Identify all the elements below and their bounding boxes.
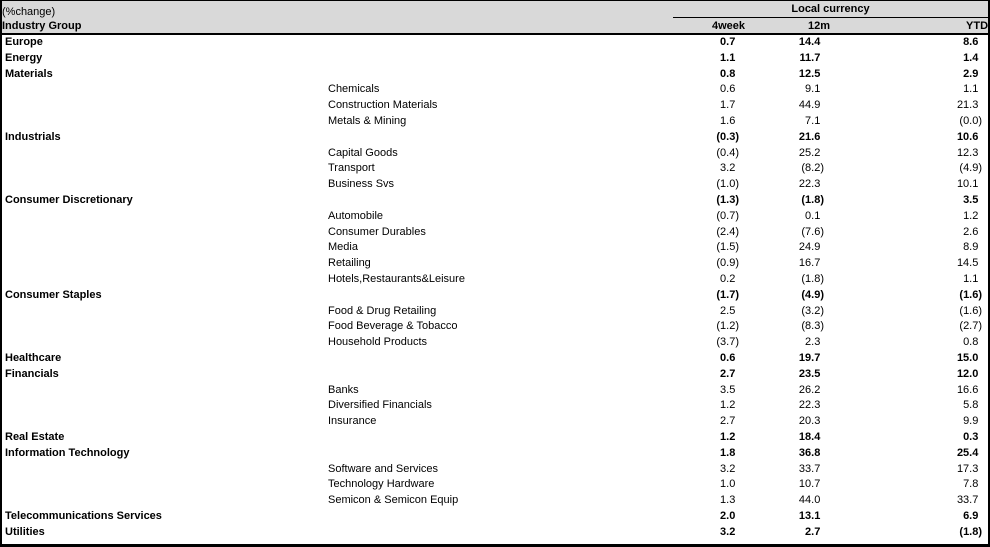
table-row [2,304,988,320]
value-ytd: (2.7) [959,320,983,333]
industry-group-label: Real Estate [5,430,65,443]
value-ytd: 2.9 [963,67,979,80]
industry-group-header: Industry Group [2,19,82,32]
value-4week: 1.3 [720,494,736,507]
table-row [2,161,988,177]
value-ytd: 1.1 [963,272,979,285]
sub-industry-label: Capital Goods [328,146,398,159]
industry-group-label: Consumer Discretionary [5,193,133,206]
table-row [2,398,988,414]
value-4week: 0.6 [720,351,736,364]
value-12m: (8.2) [801,162,824,175]
table-row [2,82,988,98]
industry-group-label: Utilities [5,525,45,538]
table-row [2,272,988,288]
industry-group-label: Healthcare [5,351,62,364]
value-ytd: 2.6 [963,225,979,238]
value-4week: (1.5) [716,241,739,254]
value-ytd: 16.6 [956,383,979,396]
value-4week: 3.2 [720,162,736,175]
table-row [2,114,988,130]
table-row [2,34,988,51]
table-row [2,493,988,509]
value-12m: 44.9 [798,99,821,112]
table-row [2,477,988,493]
value-ytd: 25.4 [956,446,979,459]
value-12m: (4.9) [801,288,824,301]
industry-group-label: Financials [5,367,59,380]
table-row [2,209,988,225]
value-4week: (1.3) [716,193,739,206]
value-ytd: 17.3 [956,462,979,475]
table-row [2,509,988,525]
table-row [2,240,988,256]
column-header-12m: 12m [807,19,830,32]
column-header-ytd: YTD [966,19,989,32]
table-row [2,383,988,399]
value-12m: 20.3 [798,415,821,428]
value-4week: 1.0 [720,478,736,491]
value-4week: 2.7 [720,367,736,380]
value-12m: 7.1 [805,114,821,127]
table-row [2,67,988,83]
value-12m: (7.6) [801,225,824,238]
local-currency-label: Local currency [673,2,988,18]
value-12m: 25.2 [798,146,821,159]
table-row [2,177,988,193]
table-header [2,1,988,34]
value-ytd: 8.6 [963,36,979,48]
table-body [2,34,988,541]
sub-industry-label: Software and Services [328,462,439,475]
value-ytd: 3.5 [963,193,979,206]
value-4week: (1.2) [716,320,739,333]
value-12m: 22.3 [798,178,821,191]
value-12m: (1.8) [801,193,824,206]
table-row [2,225,988,241]
sub-industry-label: Technology Hardware [328,478,435,491]
percent-change-note: (%change) [2,6,56,18]
value-12m: 10.7 [798,478,821,491]
value-4week: 0.2 [720,272,736,285]
local-currency-header-cell [655,1,988,18]
value-ytd: 5.8 [963,399,979,412]
value-12m: 12.5 [798,67,821,80]
value-ytd: (1.6) [959,288,983,301]
sub-industry-label: Consumer Durables [328,225,426,238]
sub-industry-label: Food & Drug Retailing [328,304,437,317]
table-row [2,51,988,67]
value-4week: 0.7 [720,36,736,48]
table-row [2,525,988,541]
value-ytd: (1.8) [959,525,983,538]
value-4week: 1.2 [720,430,736,443]
sub-industry-label: Household Products [328,336,428,349]
value-4week: 1.2 [720,399,736,412]
value-12m: 23.5 [798,367,821,380]
industry-group-label: Information Technology [5,446,130,459]
value-ytd: 12.0 [956,367,979,380]
value-12m: 44.0 [798,494,821,507]
value-ytd: (4.9) [959,162,983,175]
value-12m: (1.8) [801,272,824,285]
sub-industry-label: Construction Materials [328,99,438,112]
value-12m: 2.7 [805,525,821,538]
table-row [2,288,988,304]
value-ytd: 10.1 [956,178,979,191]
performance-table [2,1,988,541]
sub-industry-label: Transport [328,162,375,175]
value-ytd: 10.6 [956,130,979,143]
sub-industry-label: Food Beverage & Tobacco [328,320,458,333]
table-row [2,367,988,383]
value-4week: (0.9) [716,257,739,270]
sub-industry-label: Insurance [328,415,377,428]
value-12m: 22.3 [798,399,821,412]
sub-industry-label: Semicon & Semicon Equip [328,494,459,507]
value-12m: 16.7 [798,257,821,270]
value-4week: 1.1 [720,51,736,64]
table-row [2,446,988,462]
value-4week: 2.7 [720,415,736,428]
value-ytd: 1.1 [963,83,979,96]
sub-industry-label: Media [328,241,358,254]
sub-industry-label: Diversified Financials [328,399,432,412]
value-12m: 0.1 [805,209,821,222]
value-ytd: 0.8 [963,336,979,349]
value-ytd: 12.3 [956,146,979,159]
value-12m: 36.8 [798,446,821,459]
sub-industry-label: Hotels,Restaurants&Leisure [328,272,465,285]
value-4week: (2.4) [716,225,739,238]
value-12m: 33.7 [798,462,821,475]
value-ytd: 9.9 [963,415,979,428]
value-4week: (3.7) [716,336,739,349]
sub-industry-label: Retailing [328,257,371,270]
sub-industry-label: Business Svs [328,178,395,191]
value-12m: 11.7 [799,51,821,64]
value-ytd: (0.0) [959,114,983,127]
table-row [2,130,988,146]
value-4week: 3.2 [720,525,736,538]
value-12m: 18.4 [798,430,821,443]
value-12m: (3.2) [801,304,824,317]
value-4week: 3.2 [720,462,736,475]
industry-group-label: Materials [5,67,53,80]
table-row [2,430,988,446]
industry-group-label: Energy [5,51,43,64]
value-ytd: 1.4 [963,51,979,64]
industry-group-label: Telecommunications Services [5,509,162,522]
value-4week: 2.0 [720,509,736,522]
value-4week: 0.6 [720,83,736,96]
value-12m: (8.3) [801,320,824,333]
value-ytd: 1.2 [963,209,979,222]
table-row [2,98,988,114]
value-4week: (0.7) [716,209,739,222]
value-ytd: 14.5 [956,257,979,270]
value-ytd: 33.7 [956,494,979,507]
industry-group-label: Europe [5,36,43,48]
header-row-columns [2,18,988,34]
table-row [2,146,988,162]
table-row [2,462,988,478]
table-row [2,414,988,430]
value-ytd: 21.3 [956,99,979,112]
value-12m: 2.3 [805,336,821,349]
value-4week: 3.5 [720,383,736,396]
column-header-4week: 4week [711,19,745,32]
value-ytd: 6.9 [963,509,979,522]
value-12m: 13.1 [798,509,821,522]
table-row [2,319,988,335]
value-12m: 26.2 [798,383,821,396]
table-row [2,351,988,367]
value-4week: 0.8 [720,67,736,80]
value-ytd: 15.0 [956,351,979,364]
value-4week: 2.5 [720,304,736,317]
value-ytd: 8.9 [963,241,979,254]
industry-group-label: Industrials [5,130,61,143]
industry-group-label: Consumer Staples [5,288,102,301]
value-4week: 1.7 [720,99,736,112]
sub-industry-label: Banks [328,383,359,396]
value-ytd: (1.6) [959,304,983,317]
table-row [2,335,988,351]
sub-industry-label: Automobile [328,209,384,222]
value-12m: 19.7 [798,351,821,364]
value-12m: 21.6 [798,130,821,143]
value-4week: 1.8 [720,446,736,459]
value-12m: 24.9 [798,241,821,254]
value-ytd: 7.8 [963,478,979,491]
value-4week: (0.3) [716,130,739,143]
sub-industry-label: Metals & Mining [328,114,407,127]
sub-industry-label: Chemicals [328,83,380,96]
value-12m: 14.4 [798,36,821,48]
value-4week: (0.4) [716,146,739,159]
table-row [2,193,988,209]
value-12m: 9.1 [805,83,821,96]
value-ytd: 0.3 [963,430,979,443]
table-row [2,256,988,272]
value-4week: 1.6 [720,114,736,127]
value-4week: (1.0) [716,178,739,191]
value-4week: (1.7) [716,288,739,301]
header-row-currency [2,1,988,18]
